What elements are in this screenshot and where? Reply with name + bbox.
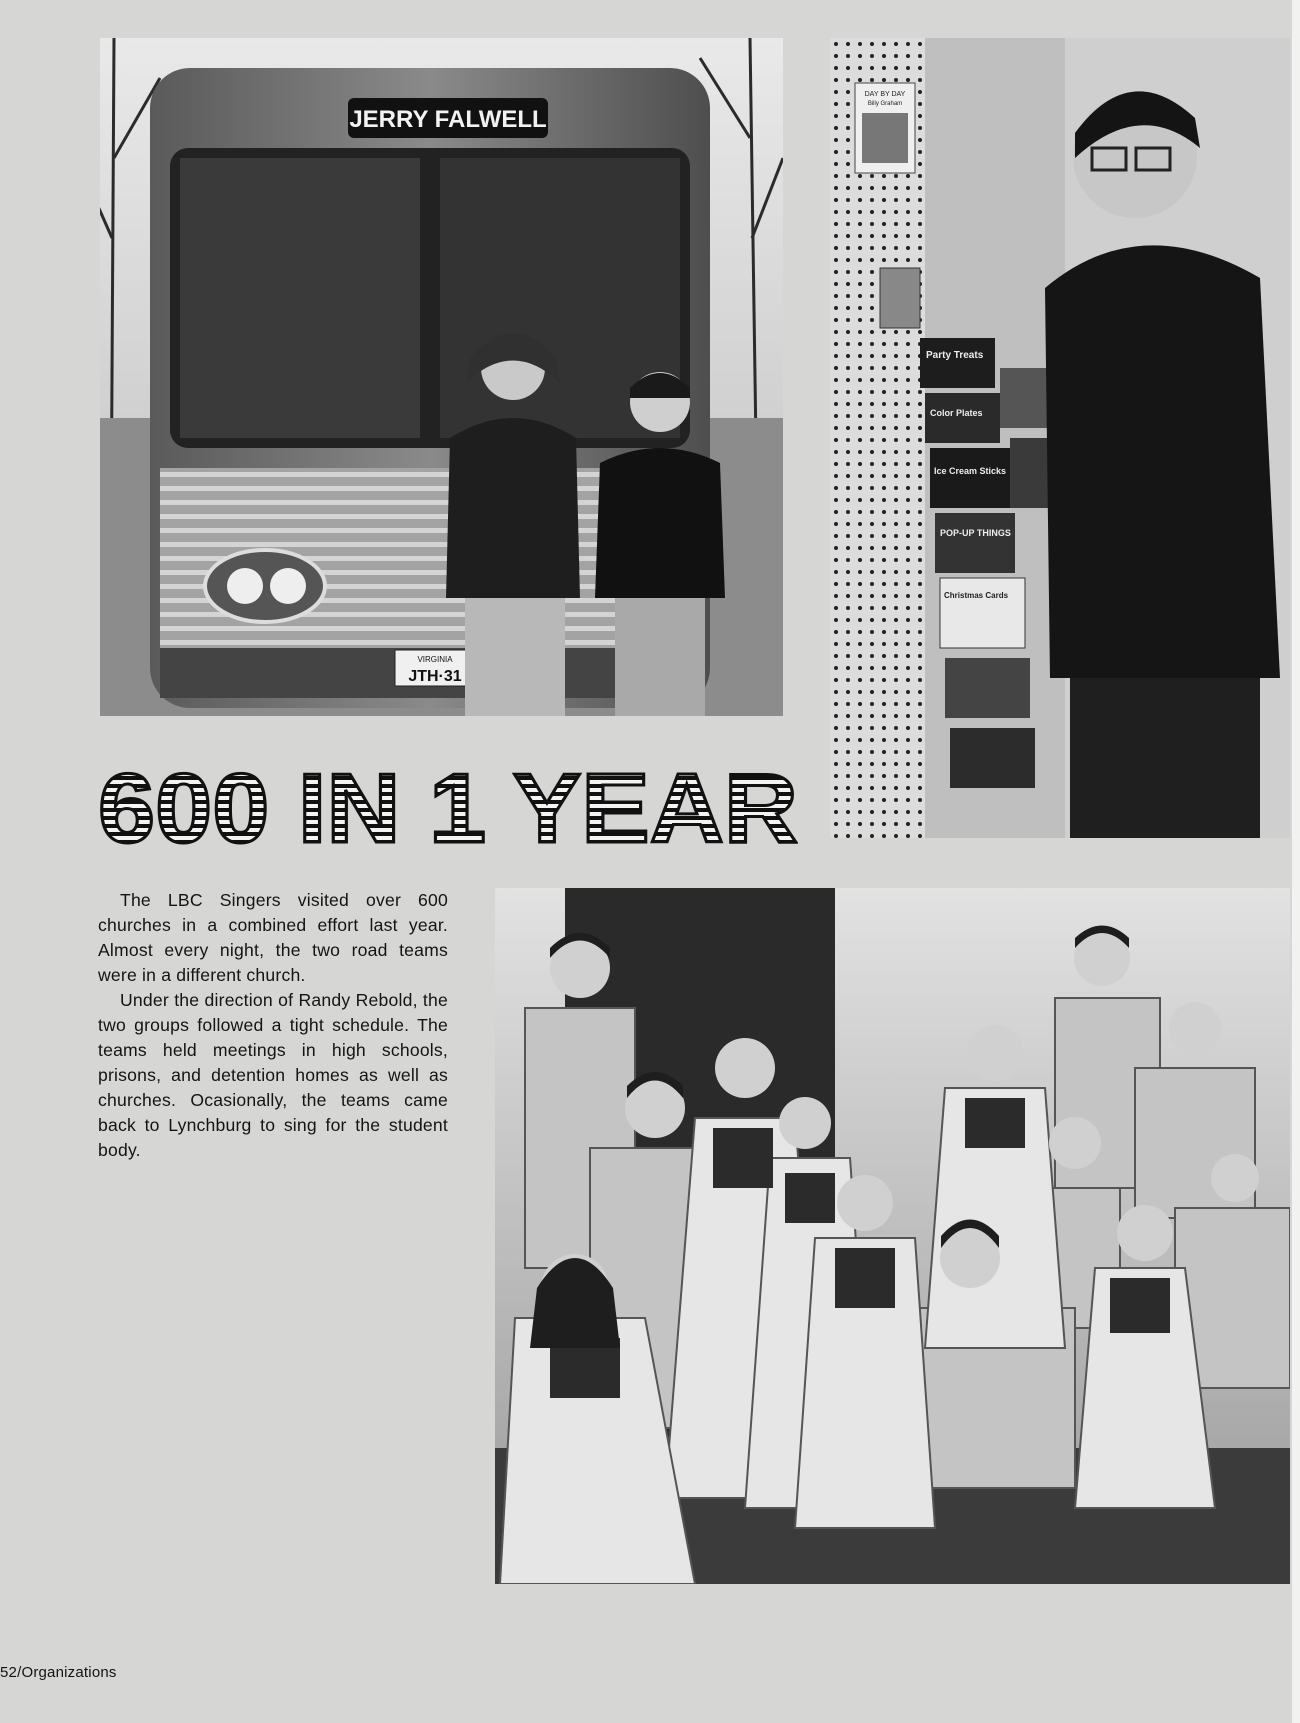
article-paragraph-1: The LBC Singers visited over 600 churches in a combined effort last year. Almost every night, the two road teams were in a different church.	[98, 890, 448, 985]
bus-photo	[100, 38, 783, 716]
card-top-title: DAY BY DAY	[864, 91, 906, 98]
plate-number: JTH·31	[408, 668, 462, 685]
rack-book-2: Color Plates	[930, 408, 983, 418]
headline-title: 600 IN 1 YEAR	[98, 760, 798, 852]
rack-book-3: Ice Cream Sticks	[934, 466, 1007, 476]
page-edge	[1292, 0, 1300, 1723]
rack-book-5: Christmas Cards	[944, 591, 1009, 600]
rack-book-4: POP-UP THINGS	[940, 528, 1011, 538]
headline	[98, 760, 798, 852]
bus-destination-sign: JERRY FALWELL	[349, 106, 547, 133]
group-photo	[495, 888, 1290, 1584]
plate-state: VIRGINIA	[417, 655, 453, 664]
article-body	[98, 888, 448, 1163]
store-photo	[830, 38, 1290, 838]
card-top-sub: Billy Graham	[867, 101, 903, 107]
page-folio: 52/Organizations	[0, 1664, 117, 1681]
article-paragraph-2: Under the direction of Randy Rebold, the two groups followed a tight schedule. The teams held meetings in high schools, prisons, and detention homes as well as churches. Ocasionally, the teams came back to Lynchburg to sing for the student body.	[98, 990, 448, 1160]
rack-book-1: Party Treats	[926, 350, 984, 361]
